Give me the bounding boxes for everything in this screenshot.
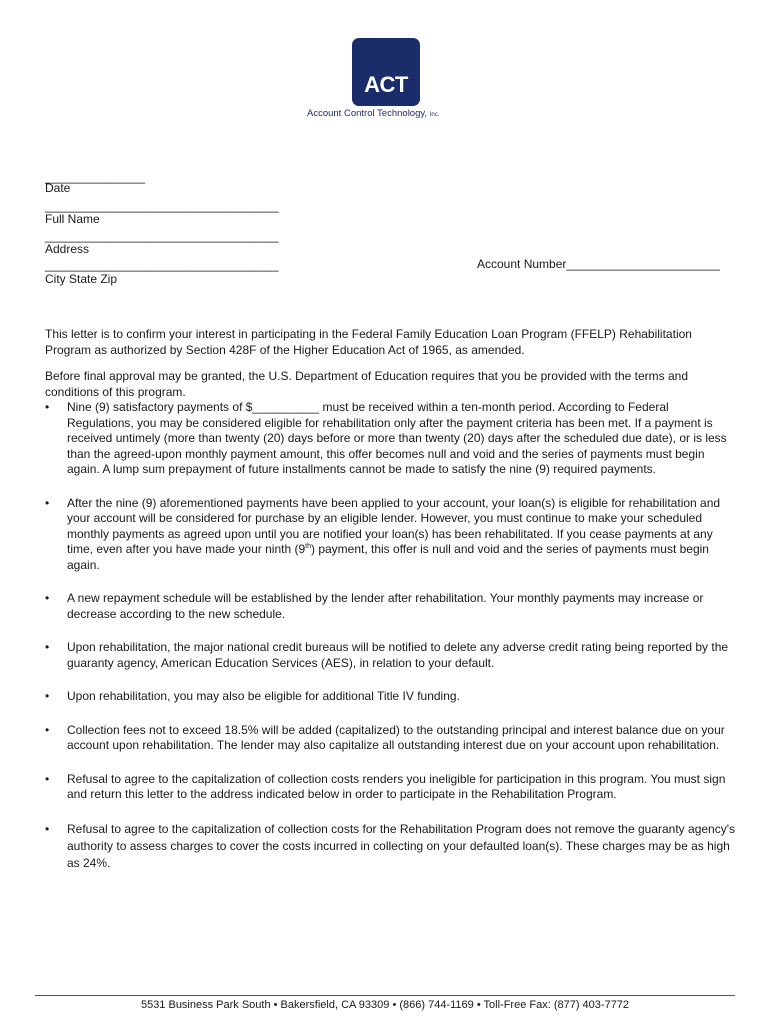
bullet-collection-fees: [45, 723, 735, 754]
bullet-text: Collection fees not to exceed 18.5% will be added (capitalized) to the outstanding principal and interest balance due on your account upon rehabilitation. The lender may also capitalize all outstanding interest due on your account upon rehabilitation.: [67, 722, 725, 752]
bullet-text: Upon rehabilitation, you may also be eligible for additional Title IV funding.: [67, 689, 460, 703]
bullet-marker: •: [45, 591, 50, 605]
act-logo-mark: [352, 38, 420, 106]
company-inc: Inc.: [429, 112, 440, 118]
bullet-guaranty-agency: [45, 821, 735, 872]
bullet-refusal-ineligible: [45, 772, 735, 803]
requirement-paragraph: Before final approval may be granted, the U.S. Department of Education requires that you be provided with the terms and conditions of this program.: [45, 369, 689, 399]
footer-address: 5531 Business Park South • Bakersfield, CA 93309 • (866) 744-1169 • Toll-Free Fax: (877) 403-7772: [140, 999, 630, 1011]
logo-mark-text: ACT: [364, 72, 408, 97]
bullet-text: A new repayment schedule will be established by the lender after rehabilitation. Your monthly payments may increase or decrease according to the new schedule.: [67, 591, 704, 621]
footer-divider: [35, 995, 735, 996]
full-name-line[interactable]: ___________________________________: [45, 199, 279, 213]
account-number-field[interactable]: Account Number_______________________: [477, 257, 720, 271]
intro-paragraph: This letter is to confirm your interest in participating in the Federal Family Education Loan Program (FFELP) Rehabilitation Program as authorized by Section 428F of the Higher Education Act of 1965, as amended.: [45, 327, 692, 357]
bullet-marker: •: [45, 821, 50, 836]
bullet-text: Refusal to agree to the capitalization of collection costs renders you ineligible for participation in this program. You must sign and return this letter to the address indicated below in order to participate in the Rehabilitation Program.: [67, 771, 726, 801]
bullet-text: Refusal to agree to the capitalization of collection costs for the Rehabilitation Program does not remove the guaranty agency's authority to assess charges to cover the costs incurred in collecting on your defaulted loan(s). These charges may be as high as 24%.: [67, 821, 736, 870]
bullet-marker: •: [45, 722, 50, 737]
letterhead-logo: [0, 0, 770, 130]
bullet-marker: •: [45, 689, 50, 703]
letter-body: [45, 327, 735, 890]
bullet-after-payments: [45, 496, 735, 574]
bullet-text: Nine (9) satisfactory payments of $__________ must be received within a ten-month period. According to Federal Regulations, you may be considered eligible for rehabilitation only after the payment criteria has been met. If a payment is received untimely (more than twenty (20) days before or more than twenty (20) days after the scheduled due date), or is less than the agreed-upon monthly payment amount, this offer becomes null and void and the series of payments must begin again. A lump sum prepayment of future installments cannot be made to satisfy the nine (9) required payments.: [67, 400, 727, 476]
bullet-marker: •: [45, 400, 50, 414]
address-line[interactable]: ___________________________________: [45, 229, 279, 243]
bullet-payments: [45, 400, 735, 478]
bullet-marker: •: [45, 495, 50, 510]
bullet-marker: •: [45, 640, 50, 654]
city-state-zip-label: City State Zip: [45, 272, 118, 286]
ordinal-superscript: th: [305, 543, 311, 550]
bullet-text-part: ) payment, this offer is null and void and the series of payments must begin again.: [67, 542, 709, 572]
bullet-credit-bureaus: [45, 640, 735, 671]
city-state-zip-line[interactable]: ___________________________________: [45, 258, 279, 272]
bullet-title-iv: [45, 689, 735, 705]
bullet-text-part: After the nine (9) aforementioned payments have been applied to your account, your loan(s) is eligible for rehabilitation and your account will be considered for purchase by an eligible lender. However, you must continue to make your scheduled monthly payments as agreed upon until you are notified your loan(s) has been rehabilitated. If you cease payments at any time, even after you have made your ninth (9: [67, 495, 721, 556]
date-label: Date: [45, 181, 71, 195]
bullet-text: Upon rehabilitation, the major national credit bureaus will be notified to delete any adverse credit rating being reported by the guaranty agency, American Education Services (AES), in relation to your default.: [67, 640, 729, 670]
company-name: [307, 108, 439, 119]
company-name-text: Account Control Technology,: [307, 108, 428, 119]
full-name-label: Full Name: [45, 212, 100, 226]
bullet-marker: •: [45, 771, 50, 786]
date-line[interactable]: _______________: [45, 170, 146, 184]
bullet-text: [67, 496, 720, 572]
bullet-repayment-schedule: [45, 591, 735, 622]
address-label: Address: [45, 242, 90, 256]
